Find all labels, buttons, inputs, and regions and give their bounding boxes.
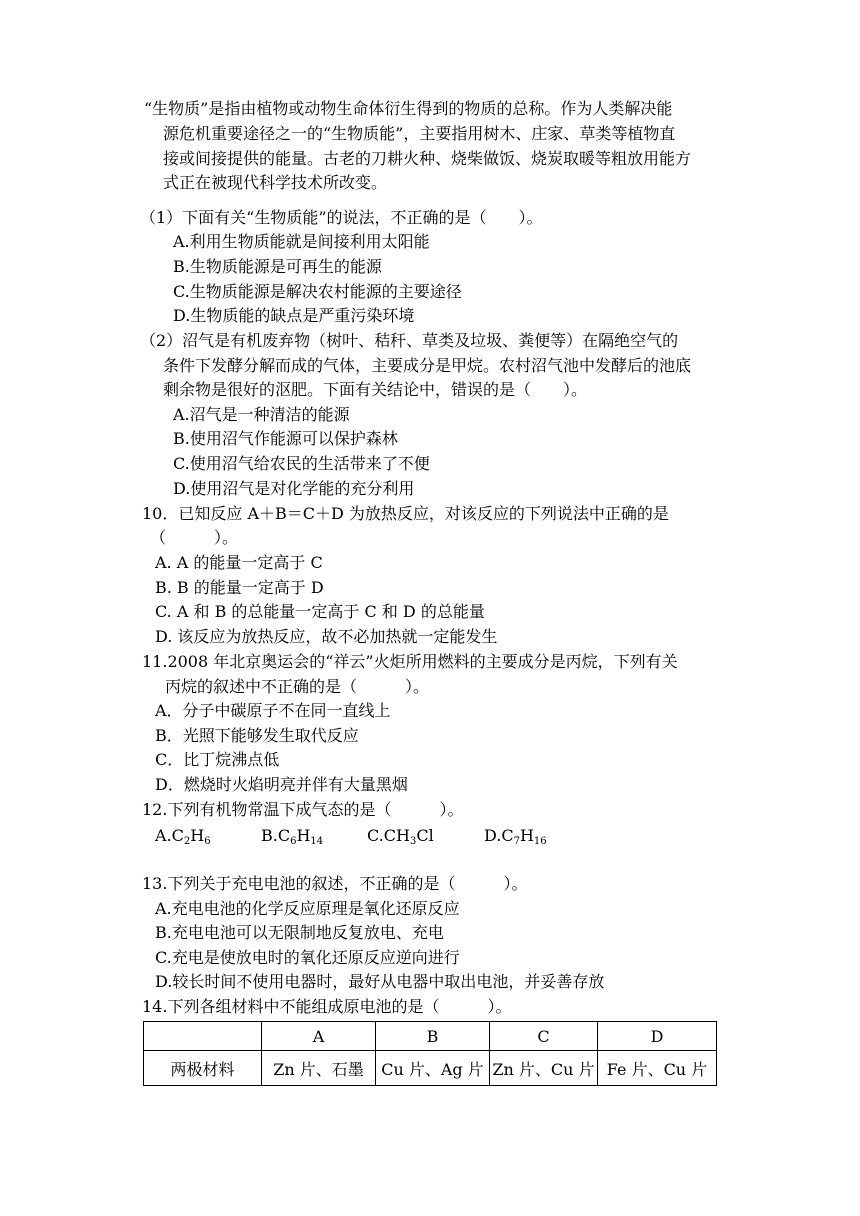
q10-stem: （ ）。 [150, 528, 239, 547]
q13-option-a: A.充电电池的化学反应原理是氧化还原反应 [155, 899, 460, 918]
q1-option-d: D.生物质能的缺点是严重污染环境 [173, 306, 415, 325]
q1-option-a: A.利用生物质能就是间接利用太阳能 [173, 232, 430, 251]
q12-stem: 12.下列有机物常温下成气态的是（ ）。 [142, 800, 464, 819]
table-cell: 两极材料 [144, 1051, 262, 1086]
table-header-cell: A [262, 1022, 376, 1051]
table-cell: Zn 片、石墨 [262, 1051, 376, 1086]
intro-line: 接或间接提供的能量。古老的刀耕火种、烧柴做饭、烧炭取暖等粗放用能方 [163, 149, 692, 168]
q13-option-b: B.充电电池可以无限制地反复放电、充电 [155, 923, 444, 942]
intro-line: 源危机重要途径之一的“生物质能”，主要指用树木、庄家、草类等植物直 [163, 124, 676, 143]
q10-stem: 10．已知反应 A＋B＝C＋D 为放热反应，对该反应的下列说法中正确的是 [142, 504, 669, 523]
q1-option-c: C.生物质能源是解决农村能源的主要途径 [173, 282, 462, 301]
table-cell: Fe 片、Cu 片 [598, 1051, 717, 1086]
table-cell: Cu 片、Ag 片 [376, 1051, 490, 1086]
q14-stem: 14.下列各组材料中不能组成原电池的是（ ）。 [142, 997, 512, 1016]
electrode-materials-table [143, 1021, 717, 1086]
q10-option-c: C. A 和 B 的总能量一定高于 C 和 D 的总能量 [155, 602, 485, 621]
q10-option-b: B. B 的能量一定高于 D [155, 578, 324, 597]
intro-line: “生物质”是指由植物或动物生命体衍生得到的物质的总称。作为人类解决能 [144, 99, 673, 118]
q2-stem: 条件下发酵分解而成的气体，主要成分是甲烷。农村沼气池中发酵后的池底 [163, 356, 692, 375]
q2-stem: 剩余物是很好的沤肥。下面有关结论中，错误的是（ ）。 [163, 380, 588, 399]
q11-option-a: A．分子中碳原子不在同一直线上 [155, 701, 391, 720]
table-cell: Zn 片、Cu 片 [490, 1051, 598, 1086]
q2-option-c: C.使用沼气给农民的生活带来了不便 [173, 454, 430, 473]
table-header-cell: B [376, 1022, 490, 1051]
table-row [144, 1051, 717, 1086]
q11-option-b: B．光照下能够发生取代反应 [155, 726, 359, 745]
q11-stem: 11.2008 年北京奥运会的“祥云”火炬所用燃料的主要成分是丙烷，下列有关 [142, 652, 678, 671]
q12-option-a: $A.C_2H_6$ [155, 826, 211, 847]
q1-stem: （1）下面有关“生物质能”的说法，不正确的是（ ）。 [140, 208, 543, 227]
q2-option-d: D.使用沼气是对化学能的充分利用 [173, 479, 415, 498]
q13-option-d: D.较长时间不使用电器时，最好从电器中取出电池，并妥善存放 [155, 972, 605, 991]
q12-option-b: $B.C_6H_{14}$ [261, 826, 324, 847]
table-header-cell: D [598, 1022, 717, 1051]
table-header-row [144, 1022, 717, 1051]
intro-line: 式正在被现代科学技术所改变。 [163, 173, 388, 192]
table-header-cell: C [490, 1022, 598, 1051]
q2-stem: （2）沼气是有机废弃物（树叶、秸秆、草类及垃圾、粪便等）在隔绝空气的 [140, 331, 679, 350]
q12-option-c: $C.CH_3Cl$ [367, 826, 434, 847]
q10-option-a: A. A 的能量一定高于 C [155, 553, 323, 572]
table-header-cell [144, 1022, 262, 1051]
q2-option-a: A.沼气是一种清洁的能源 [173, 405, 350, 424]
q12-option-d: $D.C_7H_{16}$ [484, 826, 547, 847]
q13-stem: 13.下列关于充电电池的叙述，不正确的是（ ）。 [142, 874, 528, 893]
q10-option-d: D. 该反应为放热反应，故不必加热就一定能发生 [155, 627, 498, 646]
q2-option-b: B.使用沼气作能源可以保护森林 [173, 429, 398, 448]
q11-stem: 丙烷的叙述中不正确的是（ ）。 [165, 677, 430, 696]
q11-option-c: C．比丁烷沸点低 [155, 750, 280, 769]
q1-option-b: B.生物质能源是可再生的能源 [173, 257, 382, 276]
q13-option-c: C.充电是使放电时的氧化还原反应逆向进行 [155, 948, 460, 967]
q11-option-d: D．燃烧时火焰明亮并伴有大量黑烟 [155, 775, 408, 794]
